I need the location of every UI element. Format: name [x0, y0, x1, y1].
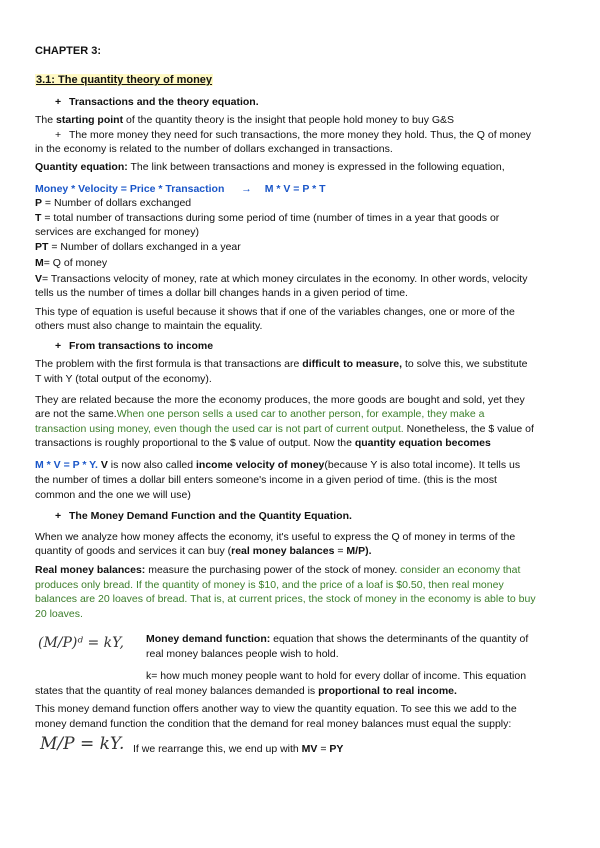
money-demand-function-def [146, 632, 566, 647]
text: transactions is roughly proportional to the $ value of output. Now the [35, 437, 355, 449]
text: quantity of goods and services it can buy ( [35, 545, 232, 557]
mp-ky-formula: M/P = kY. [40, 734, 125, 754]
equation-symbols: M * V = P * T [264, 183, 326, 195]
paragraph-related-3 [35, 422, 565, 437]
def-t [35, 211, 565, 226]
section-heading-wrap [35, 73, 565, 88]
def-t-cont: services are exchanged for money) [35, 226, 199, 238]
def-p [35, 196, 565, 211]
bold-text: M/P). [346, 545, 372, 557]
def-v [35, 272, 565, 287]
bold-text: proportional to real income. [318, 685, 457, 697]
text: If we rearrange this, we end up with [133, 743, 302, 755]
text: (because Y is also total income). It tells us [324, 459, 521, 471]
paragraph-useful-cont: others must also change to maintain the equality. [35, 320, 263, 332]
paragraph-real-balances-1 [35, 563, 565, 578]
text: equation that shows the determinants of the quantity of [270, 633, 529, 645]
bold-text: V [97, 459, 108, 471]
chapter-heading: CHAPTER 3: [35, 45, 102, 57]
paragraph-starting-point [35, 113, 565, 128]
bold-label: Quantity equation: [35, 161, 128, 173]
text: to solve this, we substitute [402, 358, 528, 370]
text: = [334, 545, 347, 557]
text: is now also called [107, 459, 197, 471]
paragraph-real-balances-3: balances are 20 loaves of bread. That is, at current prices, the stock of money in the economy is able to buy [35, 593, 536, 605]
def-key: T [35, 212, 42, 224]
def-pt [35, 240, 565, 255]
def-key: M [35, 257, 44, 269]
paragraph-another-way-2: money demand function the condition that the demand for real money balances must equal the supply: [35, 718, 512, 730]
quantity-equation-intro [35, 160, 565, 175]
bullet-transactions-income [55, 339, 585, 354]
bold-text: real money balances [231, 545, 335, 557]
text: The [35, 114, 57, 126]
def-v-cont: tells us the number of times a dollar bill changes hands in a given period of time. [35, 287, 408, 299]
paragraph-rearrange [133, 742, 553, 757]
text: are not the same. [35, 408, 117, 420]
def-key: P [35, 197, 43, 209]
example-text: transaction using money, even though the used car is not part of current output. [35, 423, 404, 435]
bold-text: quantity equation becomes [354, 437, 491, 449]
paragraph-income-velocity-1 [35, 458, 565, 473]
paragraph-analyze-2 [35, 544, 565, 559]
text: The problem with the first formula is that transactions are [35, 358, 303, 370]
bullet-money-demand [55, 509, 585, 524]
example-text: When one person sells a used car to another person, for example, they make a [116, 408, 485, 420]
bullet-mark: + [55, 96, 62, 108]
bullet-more-money [55, 128, 585, 143]
paragraph-related-1: They are related because the more the economy produces, the more goods are bought and sold, yet they [35, 394, 525, 406]
bold-text: PY [329, 743, 344, 755]
def-key: PT [35, 241, 49, 253]
paragraph-analyze-1: When we analyze how money affects the economy, it's useful to express the Q of money in terms of the [35, 531, 516, 543]
text: measure the purchasing power of the stock of money. [145, 564, 401, 576]
text: The link between transactions and money is expressed in the following equation, [127, 161, 505, 173]
def-text: = Number of dollars exchanged in a year [48, 241, 241, 253]
bold-text: starting point [56, 114, 124, 126]
money-demand-function-def-cont: real money balances people wish to hold. [146, 648, 339, 660]
paragraph-useful: This type of equation is useful because it shows that if one of the variables changes, one or more of the [35, 306, 515, 318]
def-text: = total number of transactions during some period of time (number of times in a year that goods or [41, 212, 500, 224]
bullet-text: The Money Demand Function and the Quantity Equation. [69, 510, 352, 522]
bullet-text: From transactions to income [69, 340, 214, 352]
def-text: = Number of dollars exchanged [42, 197, 192, 209]
arrow-icon: → [241, 183, 252, 195]
money-demand-formula: (M/P)ᵈ = kY, [38, 635, 124, 651]
k-definition-cont [35, 684, 565, 699]
bold-label: Money demand function: [146, 633, 271, 645]
paragraph-another-way-1: This money demand function offers another way to view the quantity equation. To see this we add to the [35, 703, 517, 715]
def-key: V [35, 273, 43, 285]
text: states that the quantity of real money balances demanded is [35, 685, 319, 697]
equation-mvpy: M * V = P * Y. [35, 459, 98, 471]
bullet-more-money-cont: in the economy is related to the number of dollars exchanged in transactions. [35, 143, 393, 155]
bullet-mark: + [55, 129, 62, 141]
text: of the quantity theory is the insight that people hold money to buy G&S [123, 114, 455, 126]
def-m [35, 256, 565, 271]
example-text: consider an economy that [400, 564, 521, 576]
paragraph-real-balances-2: produces only bread. If the quantity of money is $10, and the price of a loaf is $0.50, then real money [35, 579, 504, 591]
paragraph-related-4 [35, 436, 565, 451]
section-heading: 3.1: The quantity theory of money [36, 74, 213, 86]
def-text: = Q of money [43, 257, 108, 269]
text: = [317, 743, 330, 755]
text: Nonetheless, the $ value of [403, 423, 534, 435]
equation-mvpt [35, 182, 565, 197]
bold-label: Real money balances: [35, 564, 146, 576]
bold-text: MV [301, 743, 318, 755]
bullet-text: Transactions and the theory equation. [69, 96, 259, 108]
paragraph-income-velocity-3: common and the one we will use) [35, 489, 191, 501]
bold-text: income velocity of money [196, 459, 325, 471]
bold-text: difficult to measure, [302, 358, 403, 370]
paragraph-real-balances-4: 20 loaves. [35, 608, 83, 620]
bullet-text: The more money they need for such transactions, the more money they hold. Thus, the Q of money [69, 129, 532, 141]
equation-words: Money * Velocity = Price * Transaction [35, 183, 225, 195]
paragraph-income-velocity-2: the number of times a dollar bill enters someone's income in a given period of time. (this is the most [35, 474, 497, 486]
paragraph-related-2 [35, 407, 565, 422]
paragraph-problem [35, 357, 565, 372]
bullet-transactions [55, 95, 585, 110]
bullet-mark: + [55, 340, 62, 352]
bullet-mark: + [55, 510, 62, 522]
paragraph-problem-cont: T with Y (total output of the economy). [35, 373, 212, 385]
k-definition: k= how much money people want to hold for every dollar of income. This equation [146, 670, 527, 682]
def-text: = Transactions velocity of money, rate at which money circulates in the economy. In other words, velocity [42, 273, 528, 285]
